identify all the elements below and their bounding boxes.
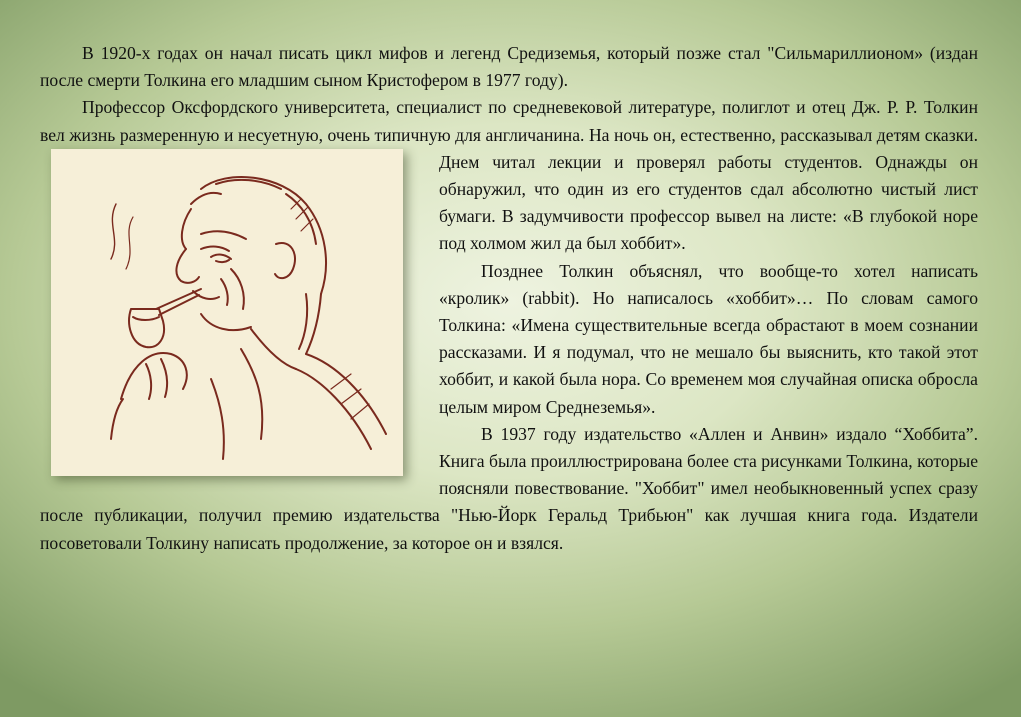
paragraph-3: Позднее Толкин объяснял, что вообще-то хотел написать «кролик» (rabbit). Но написалось «хоббит»… По словам самого Толкина: «Имена существительные всегда обрастают в моем сознании рассказами. И я подумал, что не мешало бы выяснить, кто такой этот хоббит, и какой была нора. Со временем моя случайная описка обросла целым миром Среднеземья».: [439, 260, 978, 417]
paragraph-2-text-continued: Однажды он обнаружил, что один из его студентов сдал абсолютно чистый лист бумаги. В задумчивости профессор вывел на листе: «В глубокой норе под холмом жил да был хоббит».: [439, 151, 978, 254]
page-content: [40, 40, 978, 557]
paragraph-4: В 1937 году издательство «Аллен и Анвин» издало “Хоббита”. Книга была проиллюстрирована более ста рисунками Толкина, которые поясняли повествование. "Хоббит" имел необыкновенный успех сразу после публикации, получил премию издательства "Нью-Йорк Геральд Трибьюн" как лучшая книга года. Издатели посоветовали Толкину написать продолжение, за которое он и взялся.: [40, 423, 978, 553]
article-text: [40, 40, 978, 557]
paragraph-2-text: Профессор Оксфордского университета, специалист по средневековой литературе, полиглот и отец Дж. Р. Р. Толкин вел жизнь размеренную и несуетную, очень типичную для англичанина. На ночь он, естественно, рассказывал детям сказки. Днем читал лекции и проверял работы студентов.: [40, 97, 978, 172]
portrait-illustration: [51, 149, 403, 476]
pipe-smoker-sketch-icon: [51, 149, 403, 476]
paragraph-2: [40, 94, 978, 257]
paragraph-1: В 1920-х годах он начал писать цикл мифов и легенд Средиземья, который позже стал "Сильмариллионом» (издан после смерти Толкина его младшим сыном Кристофером в 1977 году).: [40, 43, 978, 91]
